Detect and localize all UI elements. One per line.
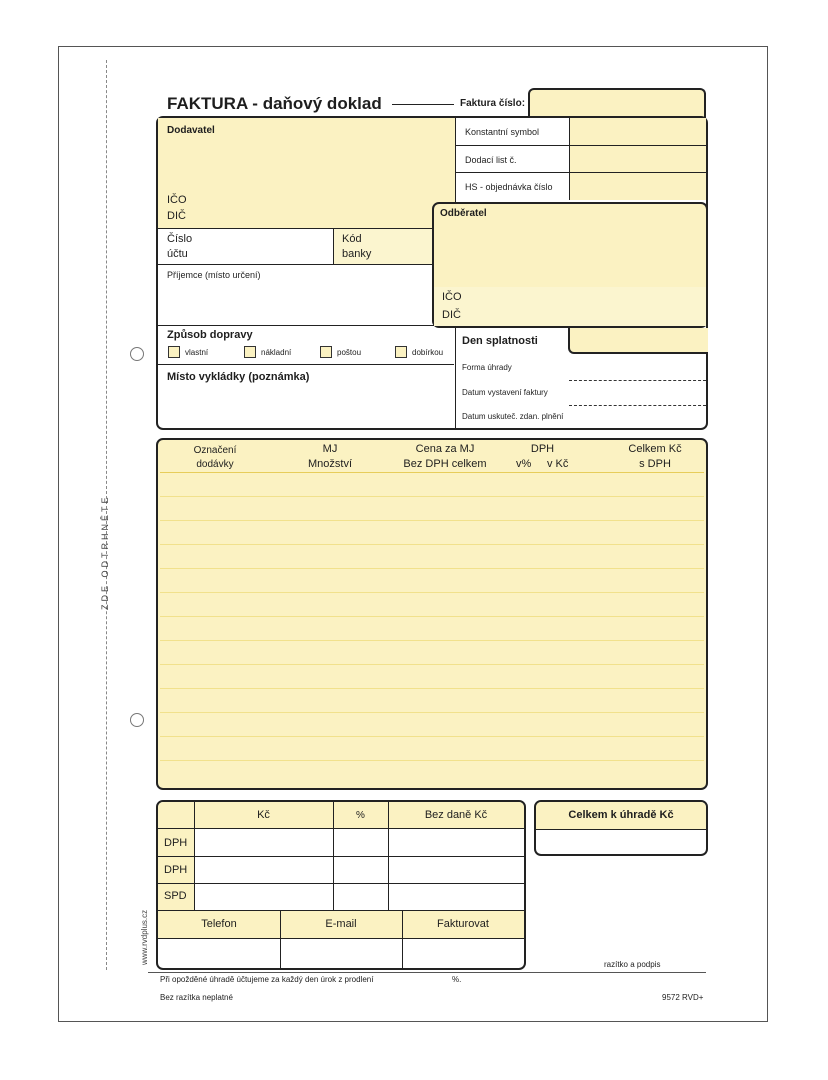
bank-label-2: banky (342, 248, 372, 260)
supplier-ico-label: IČO (167, 194, 187, 206)
col-unit-1: MJ (322, 443, 338, 455)
account-label-2: účtu (167, 248, 188, 260)
col-price-1: Cena za MJ (415, 443, 475, 455)
due-date-label: Den splatnosti (462, 335, 538, 347)
reference-fields[interactable] (569, 118, 706, 200)
recipient-label: Příjemce (místo určení) (167, 270, 261, 280)
tax-row-2: DPH (164, 864, 188, 876)
invoice-title: FAKTURA - daňový doklad (167, 94, 382, 113)
transport-own-label: vlastní (185, 348, 209, 357)
col-designation-1: Označení (193, 445, 237, 456)
items-table (156, 438, 708, 790)
supplier-dic-label: DIČ (167, 210, 186, 222)
title-rule (392, 104, 454, 105)
col-vat-pct: v% (516, 458, 532, 470)
divider (333, 228, 334, 264)
phone-label: Telefon (201, 918, 237, 930)
divider (158, 264, 433, 265)
divider (158, 364, 454, 365)
punch-hole-bottom (130, 713, 144, 727)
unloading-label: Místo vykládky (poznámka) (167, 371, 310, 383)
tax-row-1: DPH (164, 837, 188, 849)
divider (158, 910, 524, 911)
transport-cod-label: dobírkou (412, 348, 444, 357)
customer-dic-label: DIČ (442, 309, 461, 321)
taxable-date-label: Datum uskuteč. zdan. plnění (462, 412, 564, 421)
col-unit-2: Množství (307, 458, 352, 470)
issue-date-label: Datum vystavení faktury (462, 388, 548, 397)
late-payment-pct: %. (452, 975, 462, 984)
divider (569, 405, 706, 406)
transport-cod-checkbox[interactable] (395, 346, 407, 358)
transport-freight-label: nákladní (261, 348, 292, 357)
payment-method-label: Forma úhrady (462, 363, 512, 372)
divider (148, 972, 706, 973)
late-payment-text: Při opožděné úhradě účtujeme za každý den úrok z prodlení (160, 975, 374, 984)
invoice-by-label: Fakturovat (437, 918, 489, 930)
invoice-number-field[interactable] (528, 88, 706, 118)
bank-label-1: Kód (342, 233, 362, 245)
email-label: E-mail (325, 918, 357, 930)
tax-row-3: SPD (164, 890, 187, 902)
tax-col-base: Bez daně Kč (424, 809, 488, 821)
website-label: www.rvdplus.cz (140, 909, 149, 965)
due-date-field[interactable] (568, 328, 708, 354)
transport-post-checkbox[interactable] (320, 346, 332, 358)
delivery-note-label: Dodací list č. (465, 155, 517, 165)
divider (158, 883, 524, 884)
total-label: Celkem k úhradě Kč (568, 809, 674, 821)
divider (455, 145, 706, 146)
divider (158, 938, 524, 939)
col-total-1: Celkem Kč (628, 443, 682, 455)
punch-hole-top (130, 347, 144, 361)
constant-symbol-label: Konstantní symbol (465, 127, 540, 137)
stamp-label: razítko a podpis (604, 960, 661, 969)
transport-label: Způsob dopravy (167, 329, 253, 341)
form-code: 9572 RVD+ (662, 993, 704, 1002)
customer-ids (434, 287, 706, 326)
invoice-number-label: Faktura číslo: (460, 98, 526, 109)
no-stamp-text: Bez razítka neplatné (160, 993, 233, 1002)
divider (569, 380, 706, 381)
customer-ico-label: IČO (442, 291, 462, 303)
divider (158, 828, 524, 829)
transport-own-checkbox[interactable] (168, 346, 180, 358)
divider (455, 328, 456, 428)
tax-col-pct: % (356, 810, 365, 821)
tear-here-label: ZDE ODTRHNĚTE (100, 494, 110, 610)
divider (569, 118, 570, 200)
divider (455, 172, 706, 173)
col-price-2: Bez DPH celkem (403, 458, 487, 470)
col-total-2: s DPH (639, 458, 671, 470)
transport-freight-checkbox[interactable] (244, 346, 256, 358)
col-designation-2: dodávky (196, 459, 234, 470)
order-number-label: HS - objednávka číslo (465, 182, 553, 192)
transport-post-label: poštou (337, 348, 362, 357)
tax-col-kc: Kč (257, 809, 270, 821)
supplier-label: Dodavatel (167, 125, 215, 136)
col-vat-1: DPH (530, 443, 555, 455)
divider (158, 856, 524, 857)
customer-label: Odběratel (440, 208, 487, 219)
total-field[interactable] (536, 830, 706, 854)
account-label-1: Číslo (167, 233, 193, 245)
col-vat-kc: v Kč (547, 458, 569, 470)
